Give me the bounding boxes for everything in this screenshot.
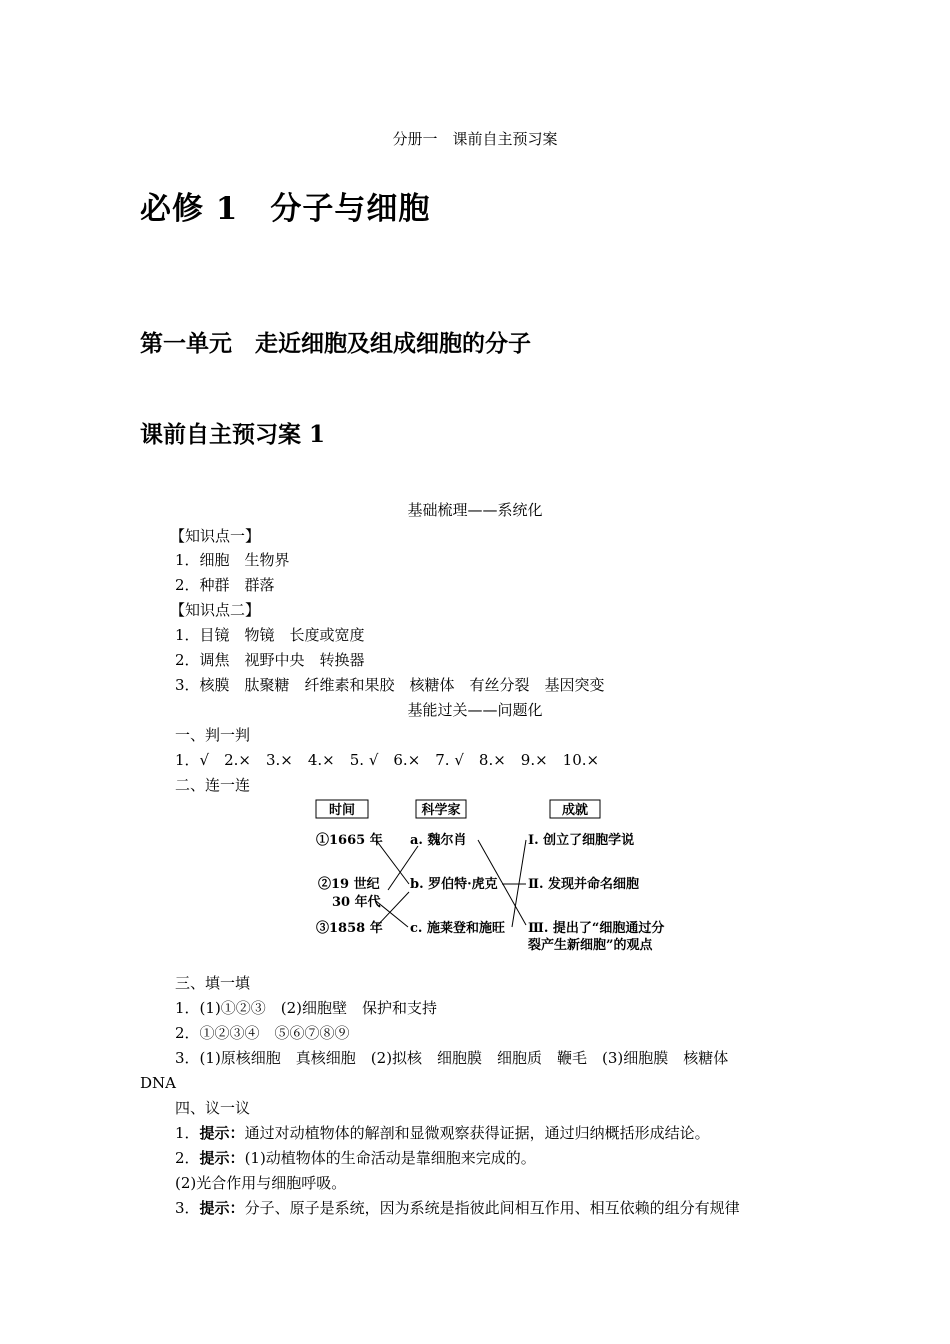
judge-label: 一、判一判 [175,726,251,744]
fill-item-wrap: DNA [140,1074,176,1092]
discuss-item [175,1148,536,1168]
tip-label: 提示： [199,1199,245,1217]
time-item: ③1858 年 [316,921,383,936]
volume-title: 必修 1 分子与细胞 [140,191,431,227]
col-header-achievement: 成就 [561,803,589,818]
discuss-num: 1． [175,1124,200,1142]
scientist-item: c. 施莱登和施旺 [410,921,505,936]
kp2-item: 1．目镜 物镜 长度或宽度 [175,626,365,644]
fill-item: 1．(1)①②③ (2)细胞壁 保护和支持 [175,999,438,1017]
fill-item: 2．①②③④ ⑤⑥⑦⑧⑨ [175,1024,350,1042]
achievement-item: Ⅱ. 发现并命名细胞 [528,877,640,892]
kp1-item: 2．种群 群落 [175,576,275,594]
kp2-item: 2．调焦 视野中央 转换器 [175,651,365,669]
achievement-item: Ⅲ. 提出了“细胞通过分 [528,921,665,936]
running-header: 分册一 课前自主预习案 [392,130,558,148]
fill-item: 3．(1)原核细胞 真核细胞 (2)拟核 细胞膜 细胞质 鞭毛 (3)细胞膜 核糖体 [175,1049,729,1067]
lesson-title: 课前自主预习案 1 [140,421,326,448]
discuss-text: 通过对动植物体的解剖和显微观察获得证据，通过归纳概括形成结论。 [244,1124,710,1142]
tip-label: 提示： [199,1149,245,1167]
scientist-item: b. 罗伯特·虎克 [410,877,498,892]
time-item: 30 年代 [332,895,381,910]
discuss-text: (1)动植物体的生命活动是靠细胞来完成的。 [244,1149,536,1167]
section-heading-ability: 基能过关——问题化 [407,701,543,719]
time-item: ②19 世纪 [318,877,380,892]
tip-label: 提示： [199,1124,245,1142]
connect-label: 二、连一连 [175,776,251,794]
scientist-item: a. 魏尔肖 [410,833,467,848]
fill-label: 三、填一填 [175,974,251,992]
section-heading-basic: 基础梳理——系统化 [407,501,543,519]
kp2-label: 【知识点二】 [170,601,261,619]
kp1-label: 【知识点一】 [170,527,261,545]
unit-title: 第一单元 走近细胞及组成细胞的分子 [140,330,531,357]
kp1-item: 1．细胞 生物界 [175,551,290,569]
connector-line [376,892,409,927]
matching-diagram [300,795,690,960]
col-header-time: 时间 [328,803,356,818]
discuss-num: 2． [175,1149,200,1167]
discuss-item [175,1198,740,1218]
discuss-item [175,1173,346,1193]
discuss-item [175,1123,710,1143]
discuss-text: 分子、原子是系统，因为系统是指彼此间相互作用、相互依赖的组分有规律 [244,1199,740,1217]
discuss-label: 四、议一议 [175,1099,251,1117]
connector-line [376,840,409,884]
discuss-text: (2)光合作用与细胞呼吸。 [175,1174,347,1192]
kp2-item: 3．核膜 肽聚糖 纤维素和果胶 核糖体 有丝分裂 基因突变 [175,676,605,694]
col-header-scientist: 科学家 [421,803,461,818]
judge-answers: 1．√ 2.× 3.× 4.× 5. √ 6.× 7. √ 8.× 9.× 10.× [175,751,600,769]
achievement-item: Ⅰ. 创立了细胞学说 [528,833,635,848]
discuss-num: 3． [175,1199,200,1217]
achievement-item: 裂产生新细胞”的观点 [528,938,653,953]
time-item: ①1665 年 [316,833,383,848]
